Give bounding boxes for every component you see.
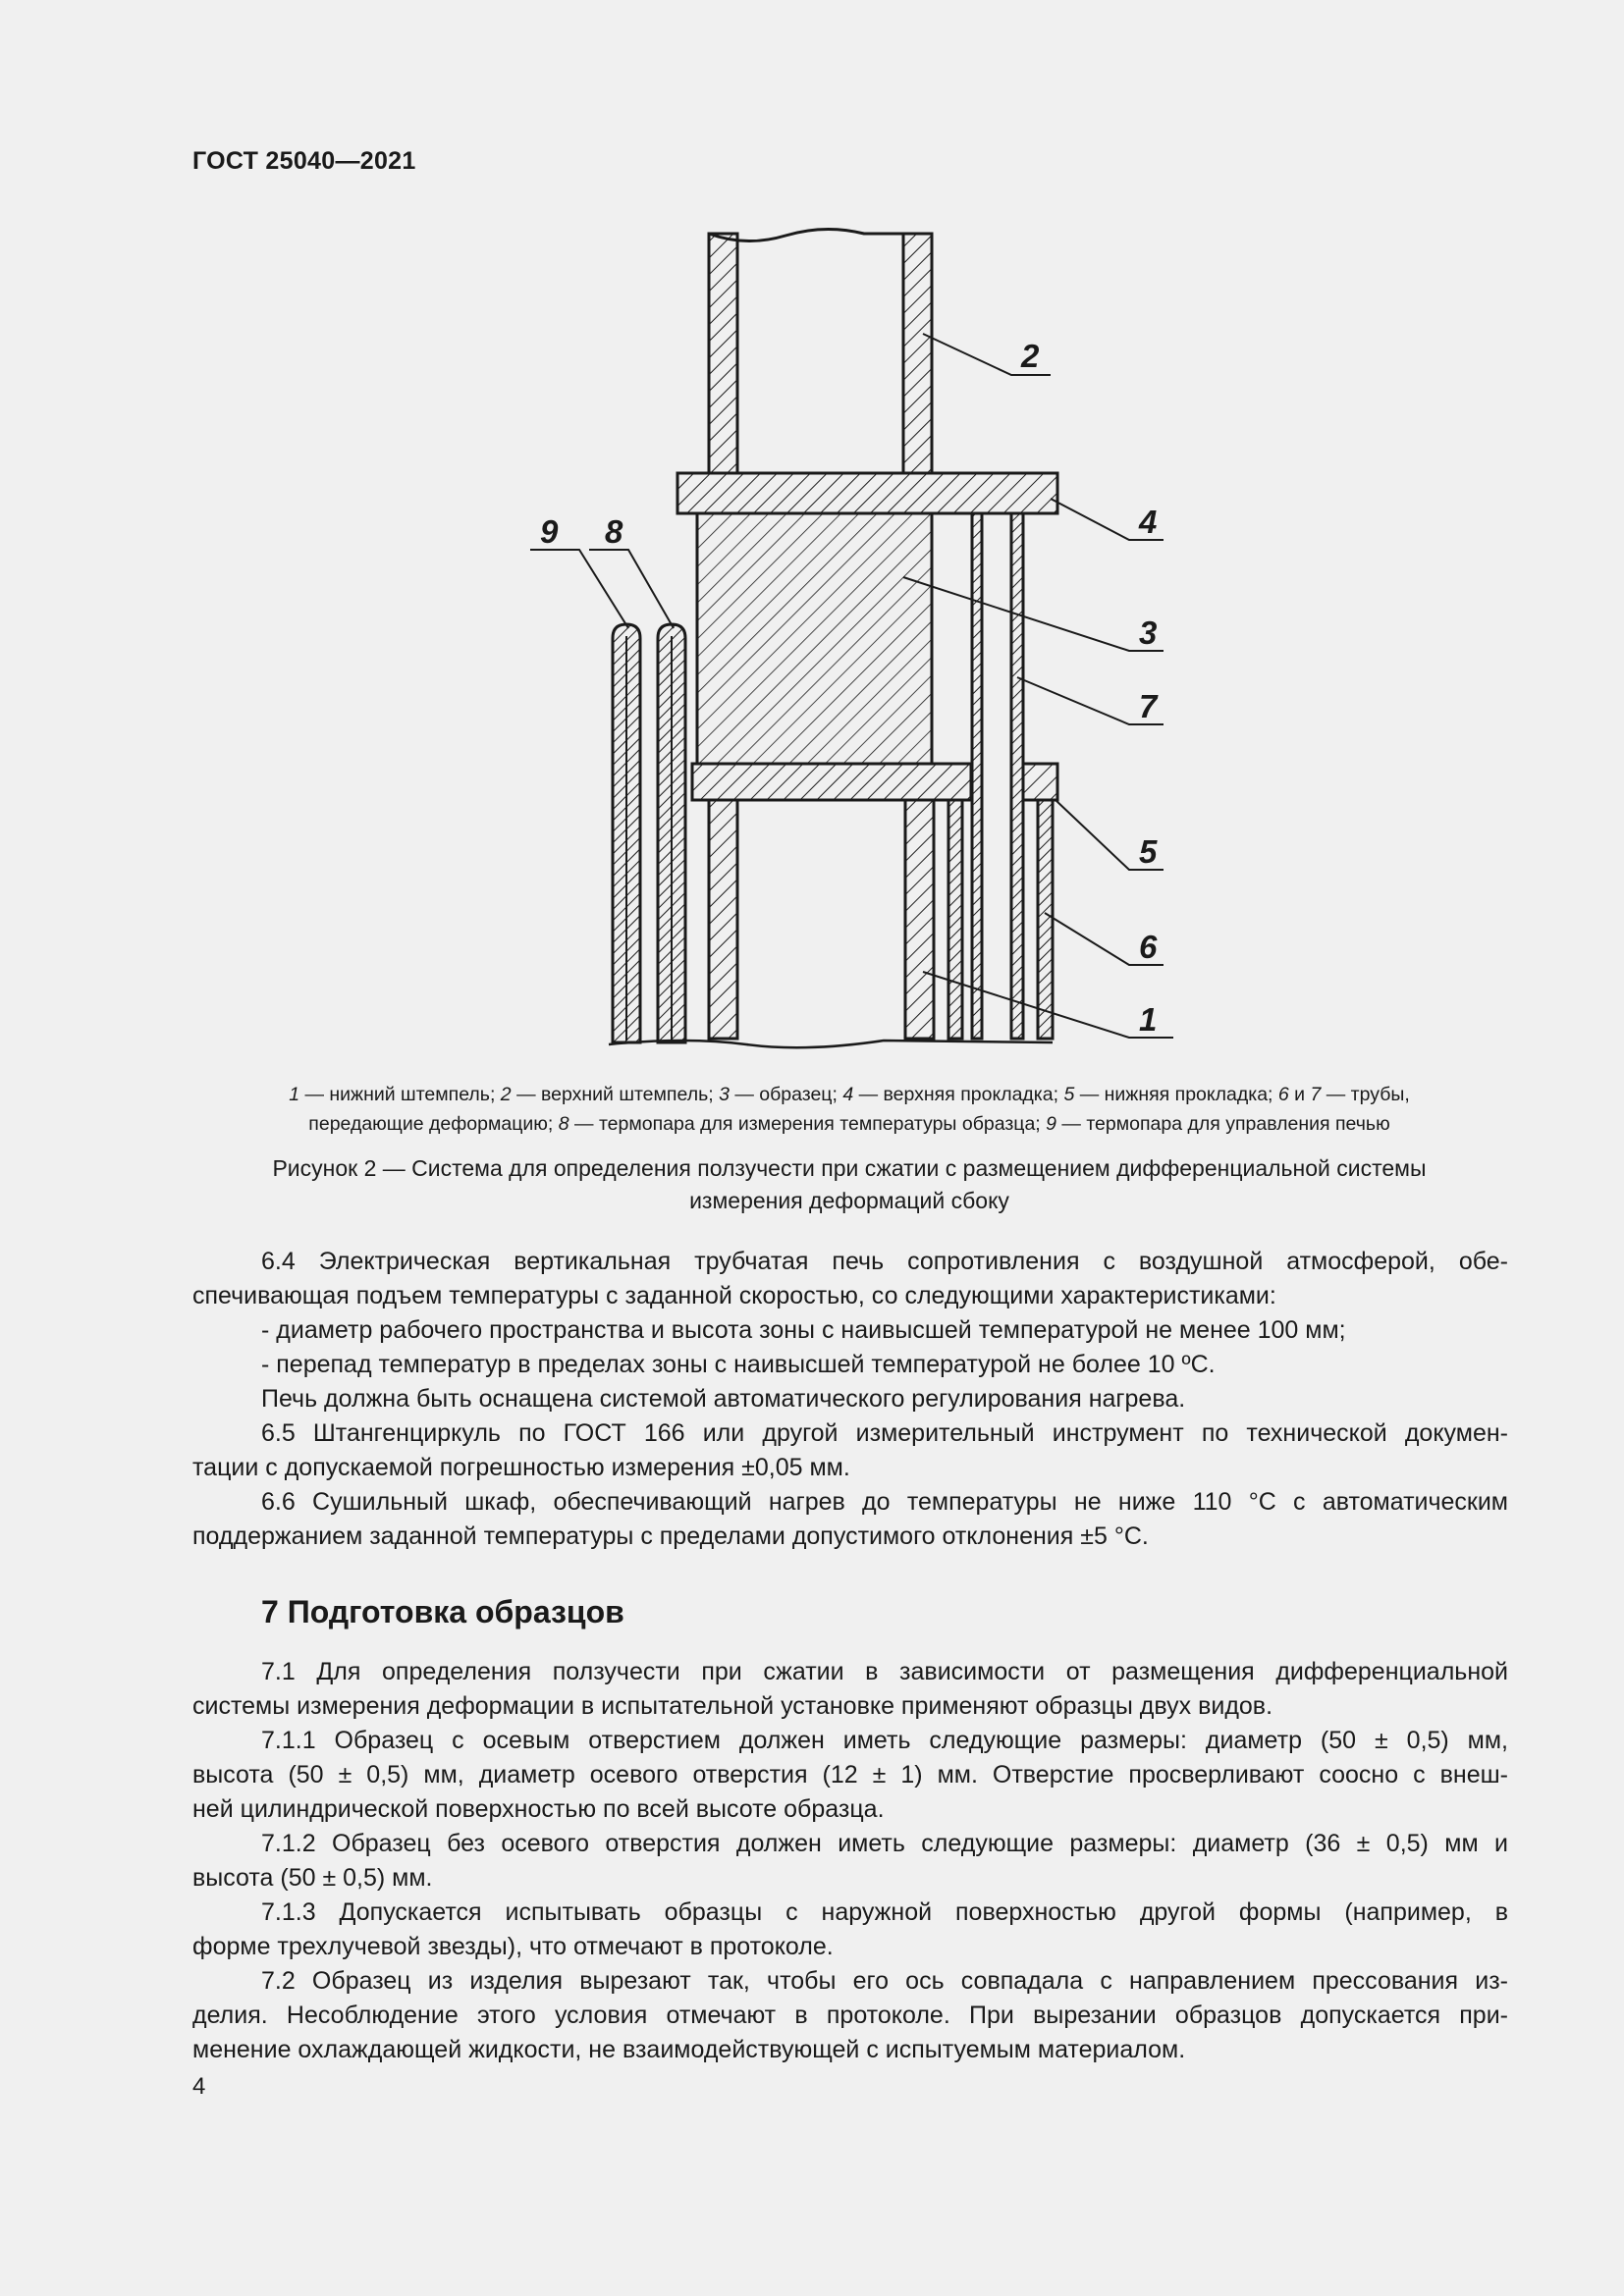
section-6-text	[192, 1245, 1508, 1554]
figure-creep-test-system	[0, 0, 1624, 1060]
upper-punch-left-wall	[709, 234, 737, 473]
paragraph-line: менение охлаждающей жидкости, не взаимодействующей с испытуемым материалом.	[192, 2036, 1186, 2063]
paragraph-line: 7.2 Образец из изделия вырезают так, чтобы его ось совпадала с направлением прессования из-	[261, 1967, 1508, 1995]
paragraph-line: 6.5 Штангенциркуль по ГОСТ 166 или другой измерительный инструмент по технической докумен-	[261, 1419, 1508, 1447]
paragraph-line: высота (50 ± 0,5) мм, диаметр осевого отверстия (12 ± 1) мм. Отверстие просверливают соосно с внеш-	[192, 1761, 1508, 1789]
label-5: 5	[1139, 833, 1158, 870]
lower-punch-left-wall	[709, 800, 737, 1039]
lower-punch-right-wall	[905, 800, 934, 1039]
upper-pad	[677, 473, 1057, 513]
figure-legend-line-1: 1 — нижний штемпель; 2 — верхний штемпель; 3 — образец; 4 — верхняя прокладка; 5 — нижняя прокладка; 6 и 7 — трубы,	[289, 1084, 1410, 1105]
tube-7-right-wall	[1011, 513, 1023, 1039]
document-header: ГОСТ 25040—2021	[192, 147, 416, 175]
label-4: 4	[1139, 504, 1158, 540]
paragraph-line: Печь должна быть оснащена системой автоматического регулирования нагрева.	[261, 1385, 1186, 1413]
figure-legend	[187, 1080, 1512, 1139]
paragraph-line: делия. Несоблюдение этого условия отмечают в протоколе. При вырезании образцов допускается при-	[192, 2002, 1508, 2029]
paragraph-line: 7.1.1 Образец с осевым отверстием должен иметь следующие размеры: диаметр (50 ± 0,5) мм,	[261, 1727, 1508, 1754]
paragraph-line: поддержанием заданной температуры с пределами допустимого отклонения ±5 °С.	[192, 1522, 1149, 1550]
list-item: - диаметр рабочего пространства и высота зоны с наивысшей температурой не менее 100 мм;	[261, 1316, 1346, 1344]
section-title: 7 Подготовка образцов	[261, 1594, 624, 1629]
paragraph-line: спечивающая подъем температуры с заданной скоростью, со следующими характеристиками:	[192, 1282, 1276, 1309]
paragraph-line: 6.4 Электрическая вертикальная трубчатая печь сопротивления с воздушной атмосферой, обе-	[261, 1248, 1508, 1275]
leader-8	[589, 550, 674, 628]
paragraph-line: системы измерения деформации в испытательной установке применяют образцы двух видов.	[192, 1692, 1273, 1720]
page-number: 4	[192, 2073, 206, 2100]
figure-legend-line-2: передающие деформацию; 8 — термопара для измерения температуры образца; 9 — термопара для управления печью	[308, 1113, 1390, 1135]
tube-6-right-wall	[1038, 800, 1053, 1039]
leader-9	[530, 550, 628, 628]
figure-caption: Рисунок 2 — Система для определения ползучести при сжатии с размещением дифференциальной системы измерения деформаций сбоку	[272, 1155, 1427, 1213]
label-7: 7	[1139, 688, 1158, 724]
tube-6-left-wall	[948, 800, 962, 1039]
paragraph-line: высота (50 ± 0,5) мм.	[192, 1864, 433, 1892]
paragraph-line: 6.6 Сушильный шкаф, обеспечивающий нагрев до температуры не ниже 110 °С с автоматическим	[261, 1488, 1508, 1516]
label-2: 2	[1021, 338, 1040, 374]
leader-3	[903, 577, 1164, 651]
label-6: 6	[1139, 929, 1158, 965]
label-8: 8	[605, 513, 623, 550]
lower-pad	[692, 764, 971, 800]
section-7-text	[192, 1655, 1508, 2067]
upper-punch-right-wall	[903, 234, 932, 473]
paragraph-line: 7.1.3 Допускается испытывать образцы с наружной поверхностью другой формы (например, в	[261, 1898, 1508, 1926]
list-item: - перепад температур в пределах зоны с наивысшей температурой не более 10 ºС.	[261, 1351, 1216, 1378]
paragraph-line: 7.1.2 Образец без осевого отверстия должен иметь следующие размеры: диаметр (36 ± 0,5) мм и	[261, 1830, 1508, 1857]
paragraph-line: 7.1 Для определения ползучести при сжатии в зависимости от размещения дифференциальной	[261, 1658, 1508, 1685]
label-9: 9	[540, 513, 559, 550]
tube-7-left-wall	[972, 513, 982, 1039]
label-1: 1	[1139, 1001, 1158, 1038]
paragraph-line: форме трехлучевой звезды), что отмечают в протоколе.	[192, 1933, 834, 1960]
sample	[697, 513, 932, 764]
label-3: 3	[1139, 614, 1158, 651]
paragraph-line: тации с допускаемой погрешностью измерения ±0,05 мм.	[192, 1454, 850, 1481]
paragraph-line: ней цилиндрической поверхностью по всей высоте образца.	[192, 1795, 885, 1823]
